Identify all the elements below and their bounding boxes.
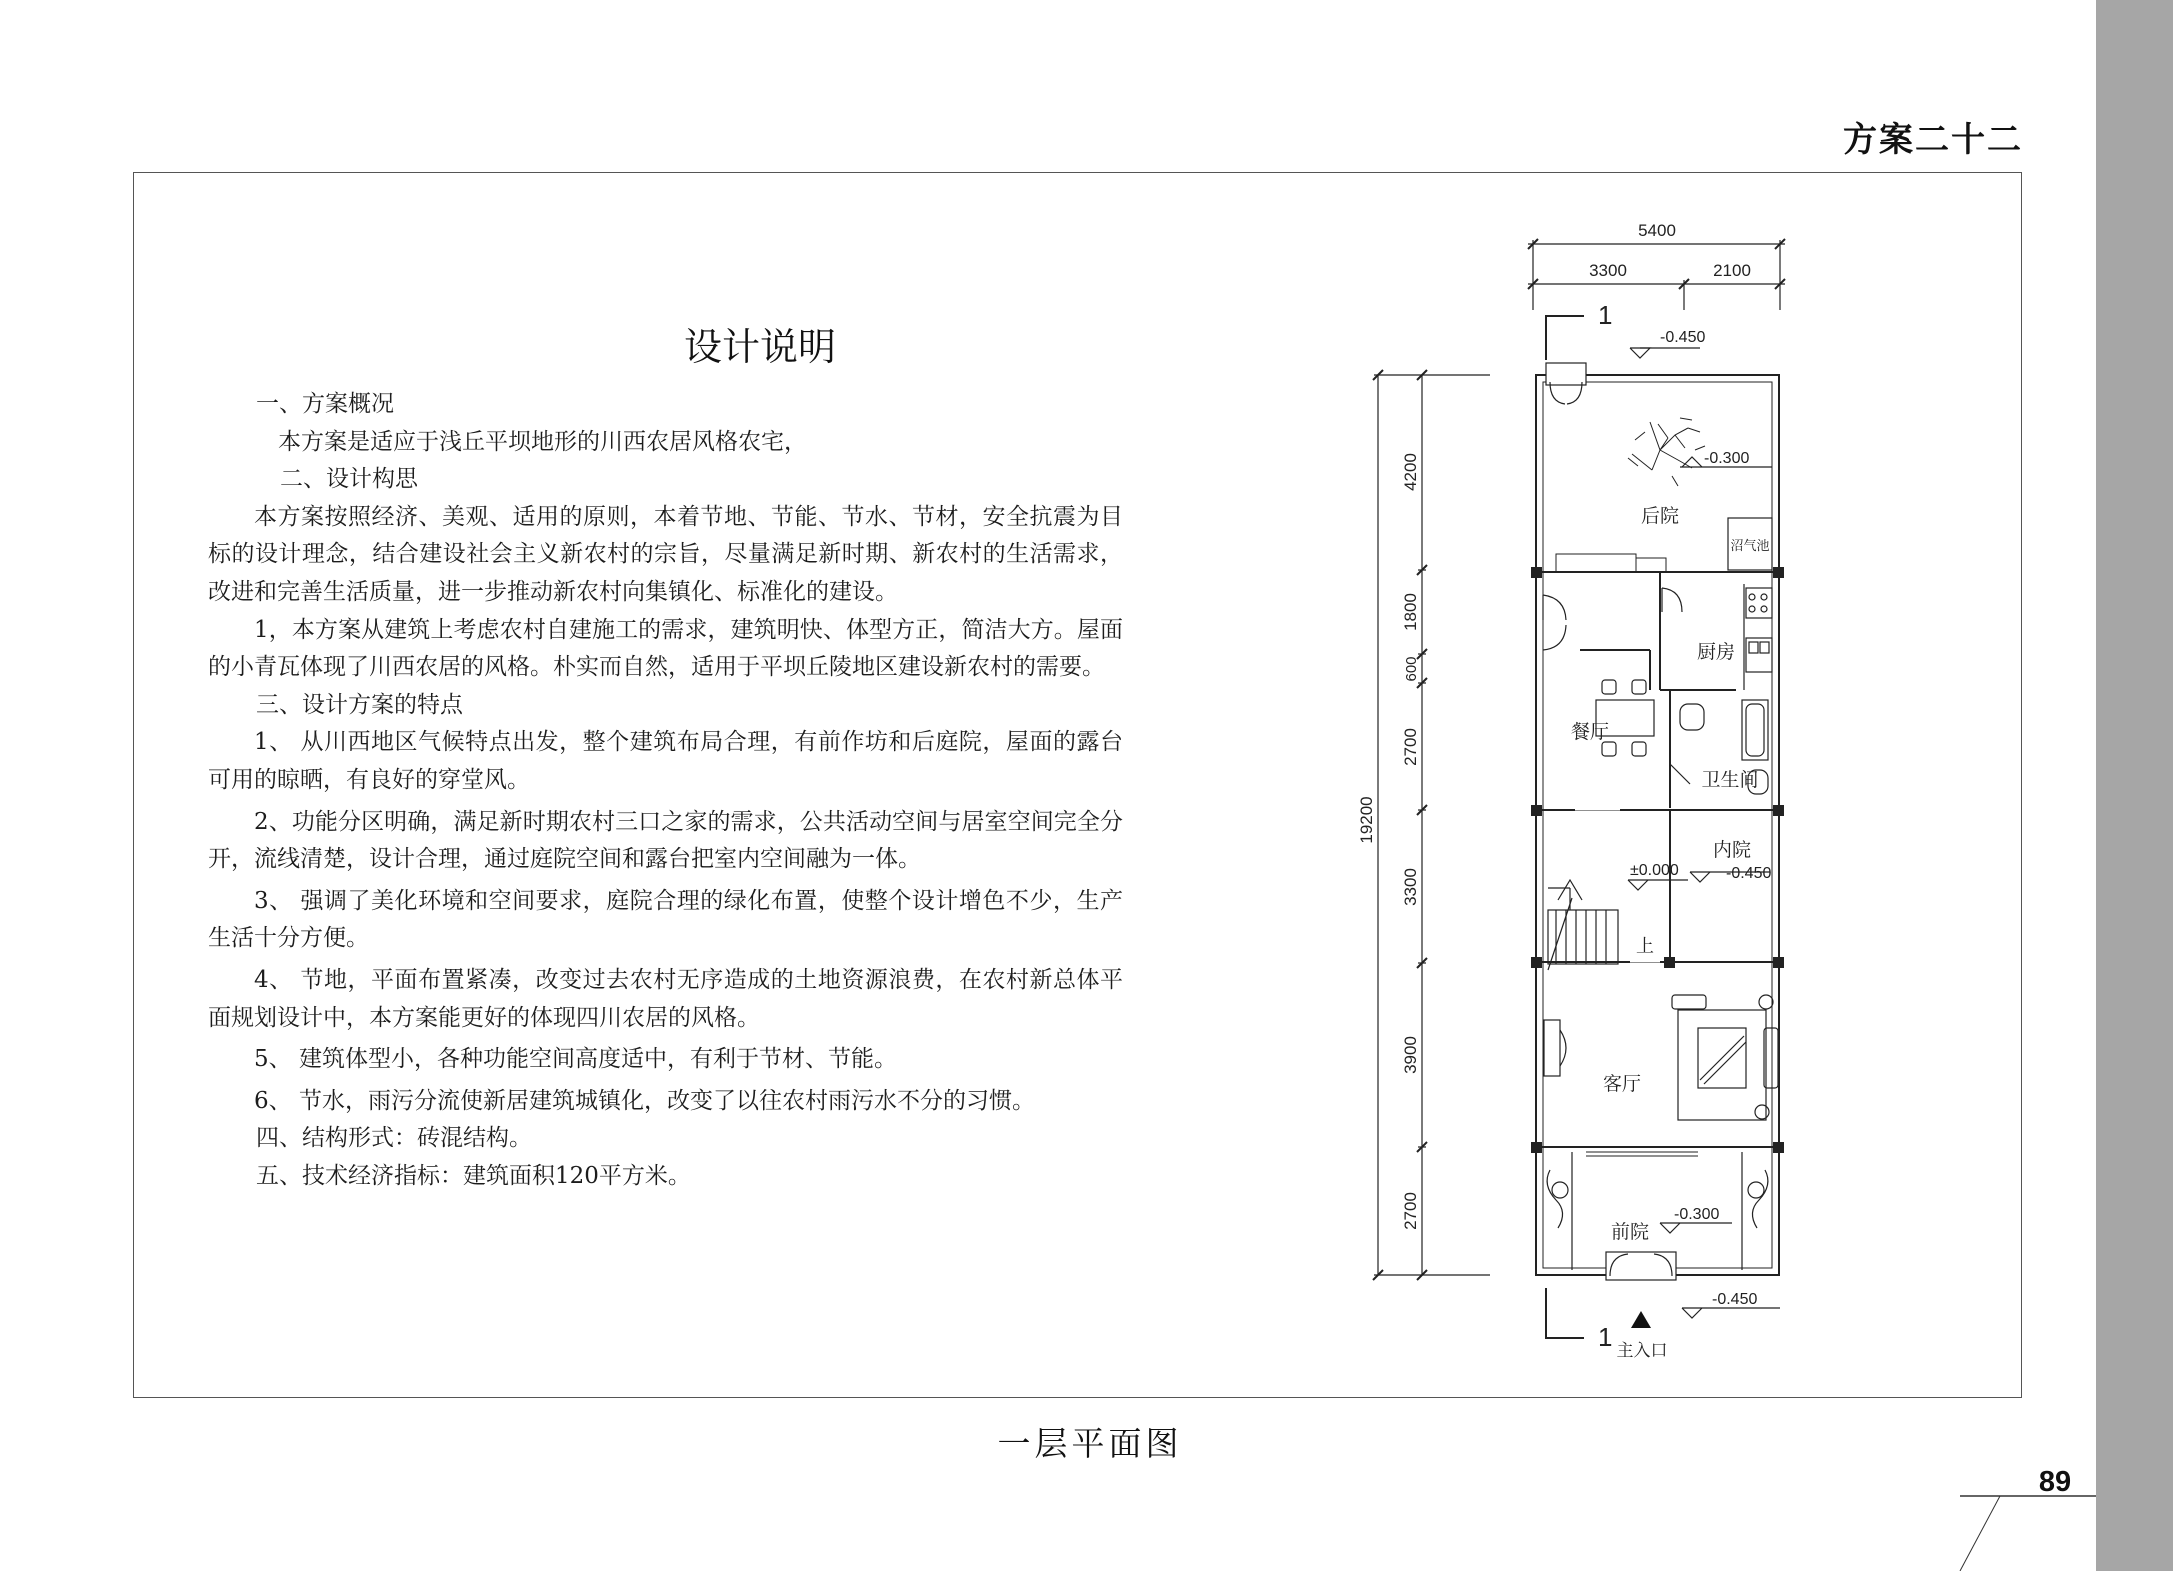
level-label: ±0.000 — [1630, 862, 1679, 879]
stair — [1548, 880, 1654, 970]
rear-wall — [1532, 554, 1783, 577]
dim-total-width: 5400 — [1638, 221, 1676, 240]
level-label: -0.450 — [1660, 329, 1706, 346]
section-heading: 五、技术经济指标：建筑面积120平方米。 — [256, 1162, 691, 1189]
dim-segment: 1800 — [1401, 593, 1420, 631]
front-wall — [1532, 1143, 1783, 1156]
level-label: -0.450 — [1726, 865, 1772, 882]
back-gate — [1546, 363, 1586, 404]
room-label-kitchen: 厨房 — [1696, 642, 1736, 663]
room-label-bathroom: 卫生间 — [1701, 770, 1759, 791]
dim-left-width: 3300 — [1589, 261, 1627, 280]
level-mark-back-yard — [1680, 450, 1772, 467]
design-description — [208, 386, 1123, 1195]
page-corner-decoration — [1960, 1496, 2096, 1571]
entrance-marker — [1617, 1311, 1668, 1360]
dim-segment: 2700 — [1401, 1192, 1420, 1230]
tree-symbol — [1628, 418, 1705, 486]
section-mark-bottom — [1546, 1288, 1612, 1352]
dim-segment: 2700 — [1401, 728, 1420, 766]
paragraph: 6、 节水，雨污分流使新居建筑城镇化，改变了以往农村雨污水不分的习惯。 — [254, 1087, 1035, 1114]
biogas-pool — [1728, 518, 1772, 570]
entrance-label: 主入口 — [1616, 1341, 1668, 1360]
document-title: 设计说明 — [683, 325, 836, 369]
scheme-title: 方案二十二 — [1843, 120, 2023, 160]
bathroom — [1670, 690, 1768, 808]
dim-segment: 4200 — [1401, 453, 1420, 491]
kitchen — [1660, 572, 1772, 690]
room-label-dining: 餐厅 — [1570, 722, 1610, 743]
page-edge-bar — [2096, 0, 2173, 1571]
inner-court — [1670, 810, 1771, 962]
left-dimensions — [1357, 370, 1490, 1280]
paragraph: 4、 节地，平面布置紧凑，改变过去农村无序造成的土地资源浪费，在农村新总体平面规划设计中，本方案能更好的体现四川农居的风格。 — [208, 966, 1123, 1031]
room-label-inner-court: 内院 — [1712, 840, 1752, 861]
stair-up-label: 上 — [1636, 936, 1654, 956]
room-label-living: 客厅 — [1602, 1074, 1642, 1095]
paragraph: 3、 强调了美化环境和空间要求，庭院合理的绿化布置，使整个设计增色不少，生产生活十分方便。 — [208, 887, 1123, 952]
room-label-front-yard: 前院 — [1610, 1222, 1650, 1243]
section-number: 1 — [1598, 1322, 1613, 1352]
level-label: -0.300 — [1704, 450, 1750, 467]
section-heading: 三、设计方案的特点 — [256, 691, 463, 718]
level-mark-floor — [1628, 862, 1688, 890]
paragraph: 2、功能分区明确，满足新时期农村三口之家的需求，公共活动空间与居室空间完全分开，流线清楚，设计合理，通过庭院空间和露台把室内空间融为一体。 — [208, 808, 1123, 873]
paragraph: 5、 建筑体型小，各种功能空间高度适中，有利于节材、节能。 — [254, 1046, 897, 1073]
figure-caption: 一层平面图 — [997, 1424, 1183, 1463]
level-mark-top — [1630, 329, 1705, 358]
dim-segment: 3900 — [1401, 1036, 1420, 1074]
paragraph: 本方案按照经济、美观、适用的原则，本着节地、节能、节水、节材，安全抗震为目标的设计理念，结合建设社会主义新农村的宗旨，尽量满足新时期、新农村的生活需求，改进和完善生活质量，进一步推动新农村向集镇化、标准化的建设。 — [208, 503, 1123, 605]
dim-right-width: 2100 — [1713, 261, 1751, 280]
section-heading: 一、方案概况 — [256, 391, 394, 417]
dim-segment: 600 — [1403, 656, 1420, 682]
dining-room — [1543, 595, 1654, 756]
room-label-biogas: 沼气池 — [1730, 538, 1770, 553]
living-room — [1544, 995, 1778, 1120]
top-dimensions — [1528, 221, 1785, 310]
dim-total-depth: 19200 — [1357, 796, 1376, 844]
level-mark-bottom — [1682, 1291, 1780, 1318]
level-label: -0.450 — [1712, 1291, 1758, 1308]
living-wall — [1532, 958, 1783, 967]
level-label: -0.300 — [1674, 1206, 1720, 1223]
mid-wall — [1532, 806, 1783, 815]
paragraph: 1，本方案从建筑上考虑农村自建施工的需求，建筑明快、体型方正，简洁大方。屋面的小青瓦体现了川西农居的风格。朴实而自然，适用于平坝丘陵地区建设新农村的需要。 — [208, 616, 1123, 681]
paragraph: 本方案是适应于浅丘平坝地形的川西农居风格农宅， — [278, 428, 807, 455]
floor-plan — [1357, 210, 1800, 1370]
page-number: 89 — [2038, 1466, 2072, 1498]
dim-segment: 3300 — [1401, 868, 1420, 906]
section-heading: 二、设计构思 — [280, 466, 418, 493]
paragraph: 1、 从川西地区气候特点出发，整个建筑布局合理，有前作坊和后庭院，屋面的露台可用的晾晒，有良好的穿堂风。 — [208, 729, 1123, 793]
section-heading: 四、结构形式：砖混结构。 — [256, 1125, 532, 1152]
section-mark-top — [1546, 300, 1612, 360]
front-gate — [1606, 1252, 1676, 1280]
section-number: 1 — [1598, 300, 1613, 330]
room-label-back-yard: 后院 — [1640, 506, 1680, 527]
